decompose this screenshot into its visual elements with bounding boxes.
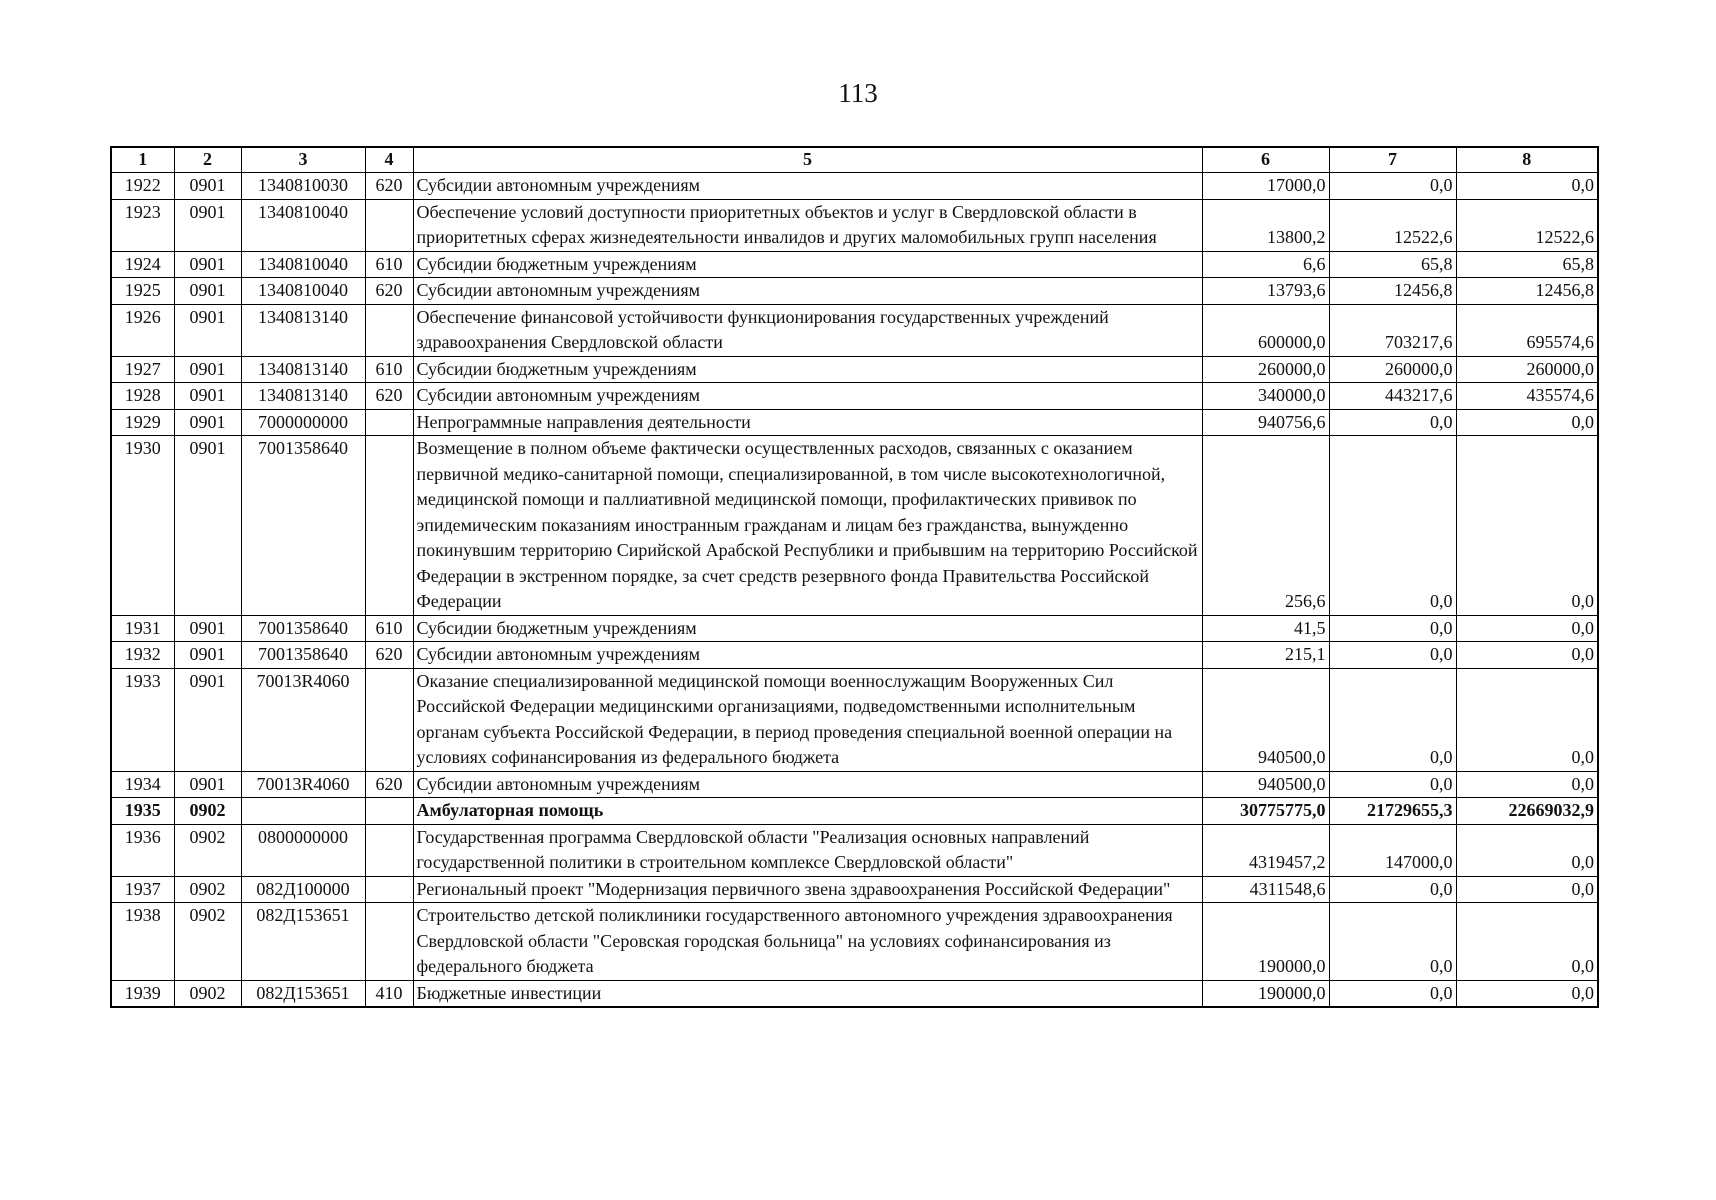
expense-kind-cell	[365, 876, 413, 903]
header-cell: 4	[365, 147, 413, 173]
section-code-cell: 0901	[174, 199, 241, 251]
target-code-cell: 082Д100000	[241, 876, 365, 903]
item-name-cell: Субсидии автономным учреждениям	[413, 383, 1202, 410]
expense-kind-cell	[365, 824, 413, 876]
amount-col7-cell: 0,0	[1329, 409, 1456, 436]
amount-col8-cell: 65,8	[1456, 251, 1598, 278]
amount-col6-cell: 30775775,0	[1202, 798, 1329, 825]
table-row	[111, 173, 1598, 200]
expense-kind-cell: 610	[365, 251, 413, 278]
amount-col8-cell: 0,0	[1456, 173, 1598, 200]
amount-col7-cell: 443217,6	[1329, 383, 1456, 410]
item-name-cell: Субсидии бюджетным учреждениям	[413, 615, 1202, 642]
amount-col7-cell: 703217,6	[1329, 304, 1456, 356]
amount-col7-cell: 65,8	[1329, 251, 1456, 278]
target-code-cell: 70013R4060	[241, 771, 365, 798]
target-code-cell: 1340810040	[241, 199, 365, 251]
item-name-cell: Субсидии бюджетным учреждениям	[413, 251, 1202, 278]
item-name-cell: Оказание специализированной медицинской помощи военнослужащим Вооруженных Сил Российской Федерации медицинскими организациями, подведомственными исполнительным органам субъекта Российской Федерации, в период проведения специальной военной операции на условиях софинансирования из федерального бюджета	[413, 668, 1202, 771]
table-row	[111, 798, 1598, 825]
item-name-cell: Возмещение в полном объеме фактически осуществленных расходов, связанных с оказанием первичной медико-санитарной помощи, специализированной, в том числе высокотехнологичной, медицинской помощи и паллиативной медицинской помощи, профилактических прививок по эпидемическим показаниям иностранным гражданам и лицам без гражданства, вынужденно покинувшим территорию Сирийской Арабской Республики и прибывшим на территорию Российской Федерации в экстренном порядке, за счет средств резервного фонда Правительства Российской Федерации	[413, 436, 1202, 616]
amount-col6-cell: 215,1	[1202, 642, 1329, 669]
header-cell: 1	[111, 147, 174, 173]
item-name-cell: Бюджетные инвестиции	[413, 980, 1202, 1007]
amount-col8-cell: 695574,6	[1456, 304, 1598, 356]
item-name-cell: Субсидии автономным учреждениям	[413, 173, 1202, 200]
amount-col8-cell: 0,0	[1456, 771, 1598, 798]
expense-kind-cell: 620	[365, 642, 413, 669]
amount-col7-cell: 0,0	[1329, 668, 1456, 771]
item-name-cell: Обеспечение условий доступности приоритетных объектов и услуг в Свердловской области в приоритетных сферах жизнедеятельности инвалидов и других маломобильных групп населения	[413, 199, 1202, 251]
expense-kind-cell	[365, 409, 413, 436]
target-code-cell: 1340813140	[241, 383, 365, 410]
item-name-cell: Региональный проект "Модернизация первичного звена здравоохранения Российской Федерации"	[413, 876, 1202, 903]
amount-col7-cell: 0,0	[1329, 173, 1456, 200]
section-code-cell: 0901	[174, 615, 241, 642]
item-name-cell: Субсидии автономным учреждениям	[413, 278, 1202, 305]
expense-kind-cell	[365, 798, 413, 825]
item-name-cell: Субсидии автономным учреждениям	[413, 771, 1202, 798]
header-cell: 3	[241, 147, 365, 173]
table-row	[111, 771, 1598, 798]
amount-col7-cell: 260000,0	[1329, 356, 1456, 383]
target-code-cell: 70013R4060	[241, 668, 365, 771]
expense-kind-cell: 620	[365, 771, 413, 798]
amount-col6-cell: 940500,0	[1202, 668, 1329, 771]
amount-col8-cell: 0,0	[1456, 903, 1598, 981]
section-code-cell: 0902	[174, 903, 241, 981]
amount-col6-cell: 600000,0	[1202, 304, 1329, 356]
expense-kind-cell	[365, 436, 413, 616]
row-number-cell: 1934	[111, 771, 174, 798]
row-number-cell: 1938	[111, 903, 174, 981]
table-row	[111, 642, 1598, 669]
amount-col8-cell: 0,0	[1456, 409, 1598, 436]
header-cell: 2	[174, 147, 241, 173]
amount-col7-cell: 0,0	[1329, 903, 1456, 981]
target-code-cell: 1340813140	[241, 356, 365, 383]
amount-col6-cell: 190000,0	[1202, 903, 1329, 981]
expense-kind-cell: 410	[365, 980, 413, 1007]
amount-col7-cell: 12456,8	[1329, 278, 1456, 305]
amount-col6-cell: 256,6	[1202, 436, 1329, 616]
section-code-cell: 0902	[174, 824, 241, 876]
table-row	[111, 409, 1598, 436]
row-number-cell: 1930	[111, 436, 174, 616]
row-number-cell: 1929	[111, 409, 174, 436]
amount-col8-cell: 0,0	[1456, 980, 1598, 1007]
row-number-cell: 1933	[111, 668, 174, 771]
table-row	[111, 304, 1598, 356]
row-number-cell: 1922	[111, 173, 174, 200]
table-row	[111, 383, 1598, 410]
item-name-cell: Обеспечение финансовой устойчивости функционирования государственных учреждений здравоохранения Свердловской области	[413, 304, 1202, 356]
row-number-cell: 1925	[111, 278, 174, 305]
target-code-cell: 082Д153651	[241, 980, 365, 1007]
amount-col8-cell: 0,0	[1456, 876, 1598, 903]
section-code-cell: 0901	[174, 304, 241, 356]
amount-col8-cell: 435574,6	[1456, 383, 1598, 410]
amount-col7-cell: 147000,0	[1329, 824, 1456, 876]
target-code-cell: 7000000000	[241, 409, 365, 436]
amount-col8-cell: 22669032,9	[1456, 798, 1598, 825]
amount-col6-cell: 940500,0	[1202, 771, 1329, 798]
section-code-cell: 0901	[174, 668, 241, 771]
section-code-cell: 0901	[174, 642, 241, 669]
target-code-cell: 082Д153651	[241, 903, 365, 981]
expense-kind-cell: 620	[365, 278, 413, 305]
target-code-cell: 1340813140	[241, 304, 365, 356]
section-code-cell: 0902	[174, 980, 241, 1007]
header-cell: 8	[1456, 147, 1598, 173]
target-code-cell: 1340810030	[241, 173, 365, 200]
amount-col7-cell: 0,0	[1329, 642, 1456, 669]
amount-col7-cell: 0,0	[1329, 771, 1456, 798]
amount-col8-cell: 0,0	[1456, 436, 1598, 616]
amount-col7-cell: 12522,6	[1329, 199, 1456, 251]
row-number-cell: 1923	[111, 199, 174, 251]
target-code-cell: 7001358640	[241, 642, 365, 669]
row-number-cell: 1935	[111, 798, 174, 825]
target-code-cell: 1340810040	[241, 278, 365, 305]
table-row	[111, 903, 1598, 981]
expense-kind-cell	[365, 304, 413, 356]
budget-table	[110, 146, 1599, 1008]
amount-col7-cell: 0,0	[1329, 980, 1456, 1007]
row-number-cell: 1936	[111, 824, 174, 876]
item-name-cell: Государственная программа Свердловской области "Реализация основных направлений государственной политики в строительном комплексе Свердловской области"	[413, 824, 1202, 876]
section-code-cell: 0901	[174, 771, 241, 798]
expense-kind-cell	[365, 668, 413, 771]
header-cell: 7	[1329, 147, 1456, 173]
amount-col7-cell: 0,0	[1329, 615, 1456, 642]
section-code-cell: 0901	[174, 251, 241, 278]
amount-col8-cell: 0,0	[1456, 824, 1598, 876]
item-name-cell: Непрограммные направления деятельности	[413, 409, 1202, 436]
amount-col6-cell: 940756,6	[1202, 409, 1329, 436]
expense-kind-cell: 610	[365, 615, 413, 642]
target-code-cell	[241, 798, 365, 825]
item-name-cell: Субсидии бюджетным учреждениям	[413, 356, 1202, 383]
target-code-cell: 1340810040	[241, 251, 365, 278]
table-row	[111, 251, 1598, 278]
amount-col8-cell: 0,0	[1456, 642, 1598, 669]
amount-col7-cell: 21729655,3	[1329, 798, 1456, 825]
header-cell: 5	[413, 147, 1202, 173]
amount-col8-cell: 260000,0	[1456, 356, 1598, 383]
section-code-cell: 0901	[174, 278, 241, 305]
expense-kind-cell	[365, 903, 413, 981]
amount-col6-cell: 4319457,2	[1202, 824, 1329, 876]
amount-col8-cell: 0,0	[1456, 668, 1598, 771]
section-code-cell: 0901	[174, 383, 241, 410]
row-number-cell: 1928	[111, 383, 174, 410]
section-code-cell: 0901	[174, 173, 241, 200]
table-row	[111, 615, 1598, 642]
amount-col6-cell: 17000,0	[1202, 173, 1329, 200]
section-code-cell: 0901	[174, 356, 241, 383]
row-number-cell: 1927	[111, 356, 174, 383]
header-row	[111, 147, 1598, 173]
row-number-cell: 1924	[111, 251, 174, 278]
amount-col7-cell: 0,0	[1329, 436, 1456, 616]
expense-kind-cell: 610	[365, 356, 413, 383]
header-cell: 6	[1202, 147, 1329, 173]
page-number: 113	[838, 78, 878, 108]
amount-col6-cell: 6,6	[1202, 251, 1329, 278]
target-code-cell: 7001358640	[241, 615, 365, 642]
amount-col6-cell: 13800,2	[1202, 199, 1329, 251]
amount-col8-cell: 12522,6	[1456, 199, 1598, 251]
row-number-cell: 1939	[111, 980, 174, 1007]
amount-col6-cell: 41,5	[1202, 615, 1329, 642]
target-code-cell: 0800000000	[241, 824, 365, 876]
amount-col6-cell: 4311548,6	[1202, 876, 1329, 903]
item-name-cell: Амбулаторная помощь	[413, 798, 1202, 825]
section-code-cell: 0901	[174, 409, 241, 436]
expense-kind-cell: 620	[365, 383, 413, 410]
section-code-cell: 0902	[174, 876, 241, 903]
amount-col6-cell: 260000,0	[1202, 356, 1329, 383]
row-number-cell: 1932	[111, 642, 174, 669]
table-row	[111, 876, 1598, 903]
section-code-cell: 0902	[174, 798, 241, 825]
section-code-cell: 0901	[174, 436, 241, 616]
target-code-cell: 7001358640	[241, 436, 365, 616]
amount-col6-cell: 190000,0	[1202, 980, 1329, 1007]
table-row	[111, 436, 1598, 616]
expense-kind-cell	[365, 199, 413, 251]
amount-col6-cell: 340000,0	[1202, 383, 1329, 410]
item-name-cell: Строительство детской поликлиники государственного автономного учреждения здравоохранения Свердловской области "Серовская городская больница" на условиях софинансирования из федерального бюджета	[413, 903, 1202, 981]
table-row	[111, 278, 1598, 305]
item-name-cell: Субсидии автономным учреждениям	[413, 642, 1202, 669]
table-row	[111, 199, 1598, 251]
table-row	[111, 356, 1598, 383]
table-row	[111, 668, 1598, 771]
amount-col8-cell: 0,0	[1456, 615, 1598, 642]
amount-col6-cell: 13793,6	[1202, 278, 1329, 305]
table-row	[111, 824, 1598, 876]
amount-col8-cell: 12456,8	[1456, 278, 1598, 305]
row-number-cell: 1926	[111, 304, 174, 356]
expense-kind-cell: 620	[365, 173, 413, 200]
table-row	[111, 980, 1598, 1007]
table-body	[111, 173, 1598, 1008]
row-number-cell: 1937	[111, 876, 174, 903]
amount-col7-cell: 0,0	[1329, 876, 1456, 903]
row-number-cell: 1931	[111, 615, 174, 642]
